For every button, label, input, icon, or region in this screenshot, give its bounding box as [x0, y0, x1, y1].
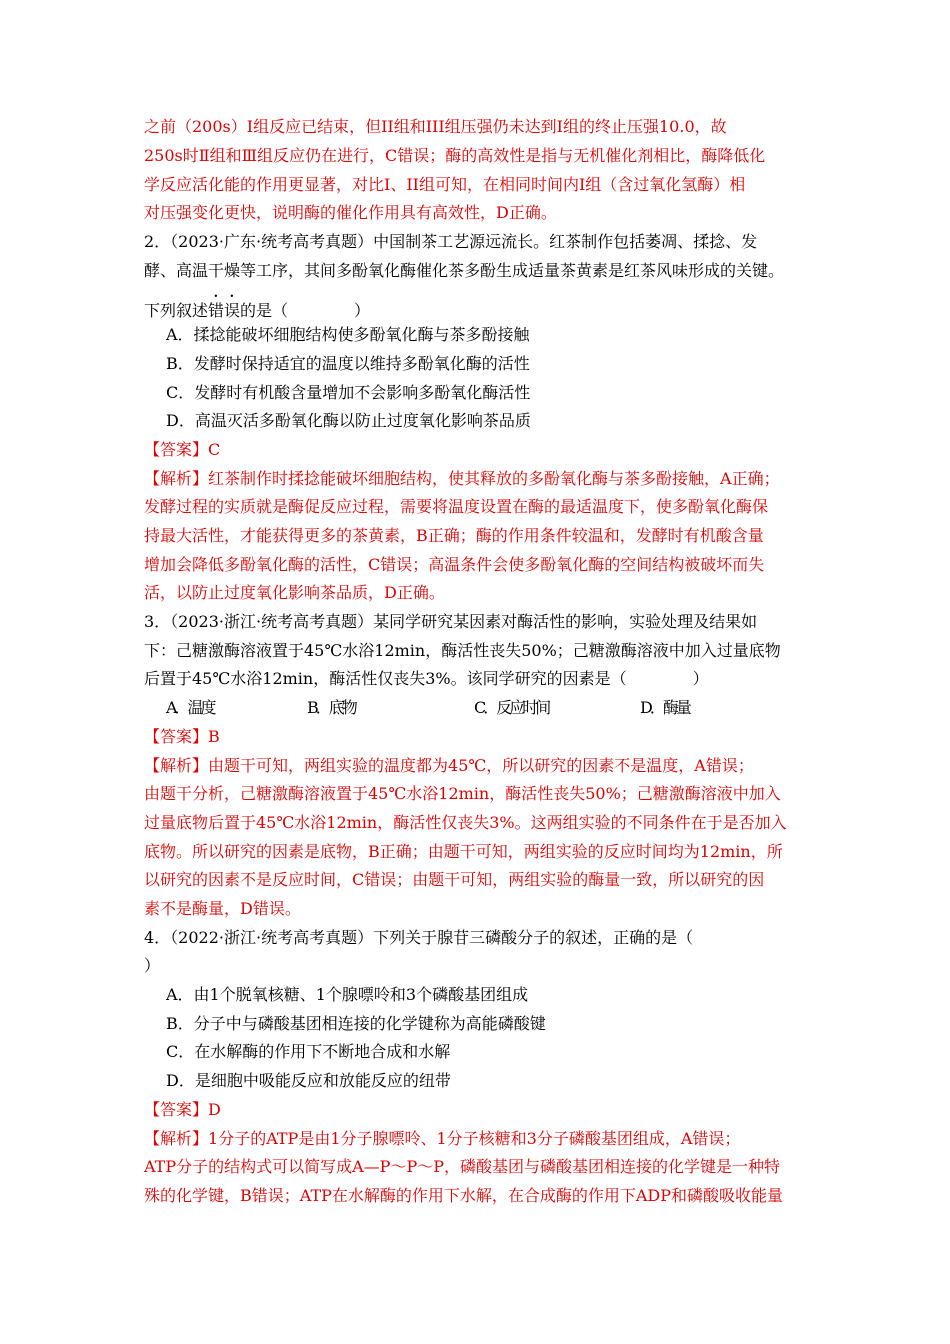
q3-analysis-line: 过量底物后置于45℃水浴12min，酶活性仅丧失3%。这两组实验的不同条件在于是否加入 [144, 813, 787, 832]
q3-option: D．酶量 [640, 698, 689, 717]
q4-stem-line: ） [144, 956, 161, 975]
q2-answer [144, 440, 220, 460]
answer-tag: 【答案】 [144, 727, 209, 746]
q4-analysis-line [144, 1129, 740, 1149]
q2-option: D．高温灭活多酚氧化酶以防止过度氧化影响茶品质 [166, 411, 531, 430]
q4-analysis-line: ATP分子的结构式可以简写成A—P～P～P，磷酸基团与磷酸基团相连接的化学键是一种特 [144, 1157, 780, 1176]
q3-analysis-line [144, 756, 754, 776]
prev-analysis-line: 250s时Ⅱ组和Ⅲ组反应仍在进行，C错误；酶的高效性是指与无机催化剂相比，酶降低化 [144, 146, 766, 165]
q3-analysis-line: 素不是酶量，D错误。 [144, 899, 301, 918]
q2-stem-line: 酵、高温干燥等工序，其间多酚氧化酶催化茶多酚生成适量茶黄素是红茶风味形成的关键。 [144, 261, 785, 280]
q2-analysis-line: 活，以防止过度氧化影响茶品质，D正确。 [144, 583, 445, 602]
q3-option: B．底物 [307, 698, 355, 717]
analysis-tag: 【解析】 [144, 1129, 209, 1148]
q4-option: D．是细胞中吸能反应和放能反应的纽带 [166, 1071, 451, 1090]
q3-stem-line [144, 669, 709, 689]
analysis-tag: 【解析】 [144, 756, 209, 775]
q2-analysis-line: 增加会降低多酚氧化酶的活性，C错误；高温条件会使多酚氧化酶的空间结构被破坏而失 [144, 555, 765, 574]
q3-analysis-line: 以研究的因素不是反应时间，C错误；由题干可知，两组实验的酶量一致，所以研究的因 [144, 870, 765, 889]
q2-option: A．揉捻能破坏细胞结构使多酚氧化酶与茶多酚接触 [166, 325, 530, 344]
prev-analysis-line: 之前（200s）I组反应已结束，但II组和III组压强仍未达到I组的终止压强10.0，故 [144, 117, 727, 136]
q2-option: C．发酵时有机酸含量增加不会影响多酚氧化酶活性 [166, 383, 531, 402]
q3-analysis-line: 底物。所以研究的因素是底物，B正确；由题干可知，两组实验的反应时间均为12min，所 [144, 842, 783, 861]
answer-value: D [208, 1100, 221, 1119]
analysis-tag: 【解析】 [144, 469, 209, 488]
q2-stem-line: 2．（2023·广东·统考高考真题）中国制茶工艺源远流长。红茶制作包括萎凋、揉捻、发 [144, 232, 758, 251]
analysis-text: 红茶制作时揉捻能破坏细胞结构，使其释放的多酚氧化酶与茶多酚接触，A正确； [208, 469, 780, 488]
q4-option: B．分子中与磷酸基团相连接的化学键称为高能磷酸键 [166, 1014, 546, 1033]
analysis-text: 1分子的ATP是由1分子腺嘌呤、1分子核糖和3分子磷酸基团组成，A错误； [208, 1129, 741, 1148]
q3-option: A．温度 [166, 698, 214, 717]
prev-analysis-line: 对压强变化更快，说明酶的催化作用具有高效性，D正确。 [144, 203, 557, 222]
q2-stem-line [144, 292, 370, 321]
answer-tag: 【答案】 [144, 1100, 209, 1119]
analysis-text: 由题干可知，两组实验的温度都为45℃，所以研究的因素不是温度，A错误； [208, 756, 754, 775]
q3-options-row [0, 698, 950, 718]
q4-option: A．由1个脱氧核糖、1个腺嘌呤和3个磷酸基团组成 [166, 985, 529, 1004]
q4-analysis-line: 殊的化学键，B错误；ATP在水解酶的作用下水解，在合成酶的作用下ADP和磷酸吸收能量 [144, 1186, 784, 1205]
q2-stem-text: ） [354, 301, 371, 320]
q2-stem-text: 下列叙述 [144, 301, 209, 320]
q3-stem-text: 后置于45℃水浴12min，酶活性仅丧失3%。该同学研究的因素是（ [144, 669, 627, 688]
q3-stem-line: 下：己糖激酶溶液置于45℃水浴12min，酶活性丧失50%；己糖激酶溶液中加入过量底物 [144, 641, 781, 660]
answer-value: C [208, 440, 221, 459]
q3-answer [144, 727, 220, 747]
q2-stem-text: 的是（ [240, 301, 289, 320]
q4-stem-line: 4．（2022·浙江·统考高考真题）下列关于腺苷三磷酸分子的叙述，正确的是（ [144, 928, 694, 947]
q3-analysis-line: 由题干分析，己糖激酶溶液置于45℃水浴12min，酶活性丧失50%；己糖激酶溶液中加入 [144, 784, 781, 803]
answer-tag: 【答案】 [144, 440, 209, 459]
q2-analysis-line: 发酵过程的实质就是酶促反应过程，需要将温度设置在酶的最适温度下，使多酚氧化酶保 [144, 497, 769, 516]
q2-analysis-line: 持最大活性，才能获得更多的茶黄素，B正确；酶的作用条件较温和，发酵时有机酸含量 [144, 526, 764, 545]
prev-analysis-line: 学反应活化能的作用更显著，对比I、II组可知，在相同时间内I组（含过氧化氢酶）相 [144, 175, 746, 194]
q3-stem-line: 3．（2023·浙江·统考高考真题）某同学研究某因素对酶活性的影响，实验处理及结果如 [144, 612, 758, 631]
q4-answer [144, 1100, 221, 1120]
q4-option: C．在水解酶的作用下不断地合成和水解 [166, 1042, 451, 1061]
q2-analysis-line [144, 469, 780, 489]
q2-emphasis-wrong: 错误 [208, 301, 241, 320]
q3-stem-text: ） [692, 669, 709, 688]
answer-value: B [208, 727, 220, 746]
q2-option: B．发酵时保持适宜的温度以维持多酚氧化酶的活性 [166, 354, 530, 373]
q3-option: C．反应时间 [474, 698, 549, 717]
